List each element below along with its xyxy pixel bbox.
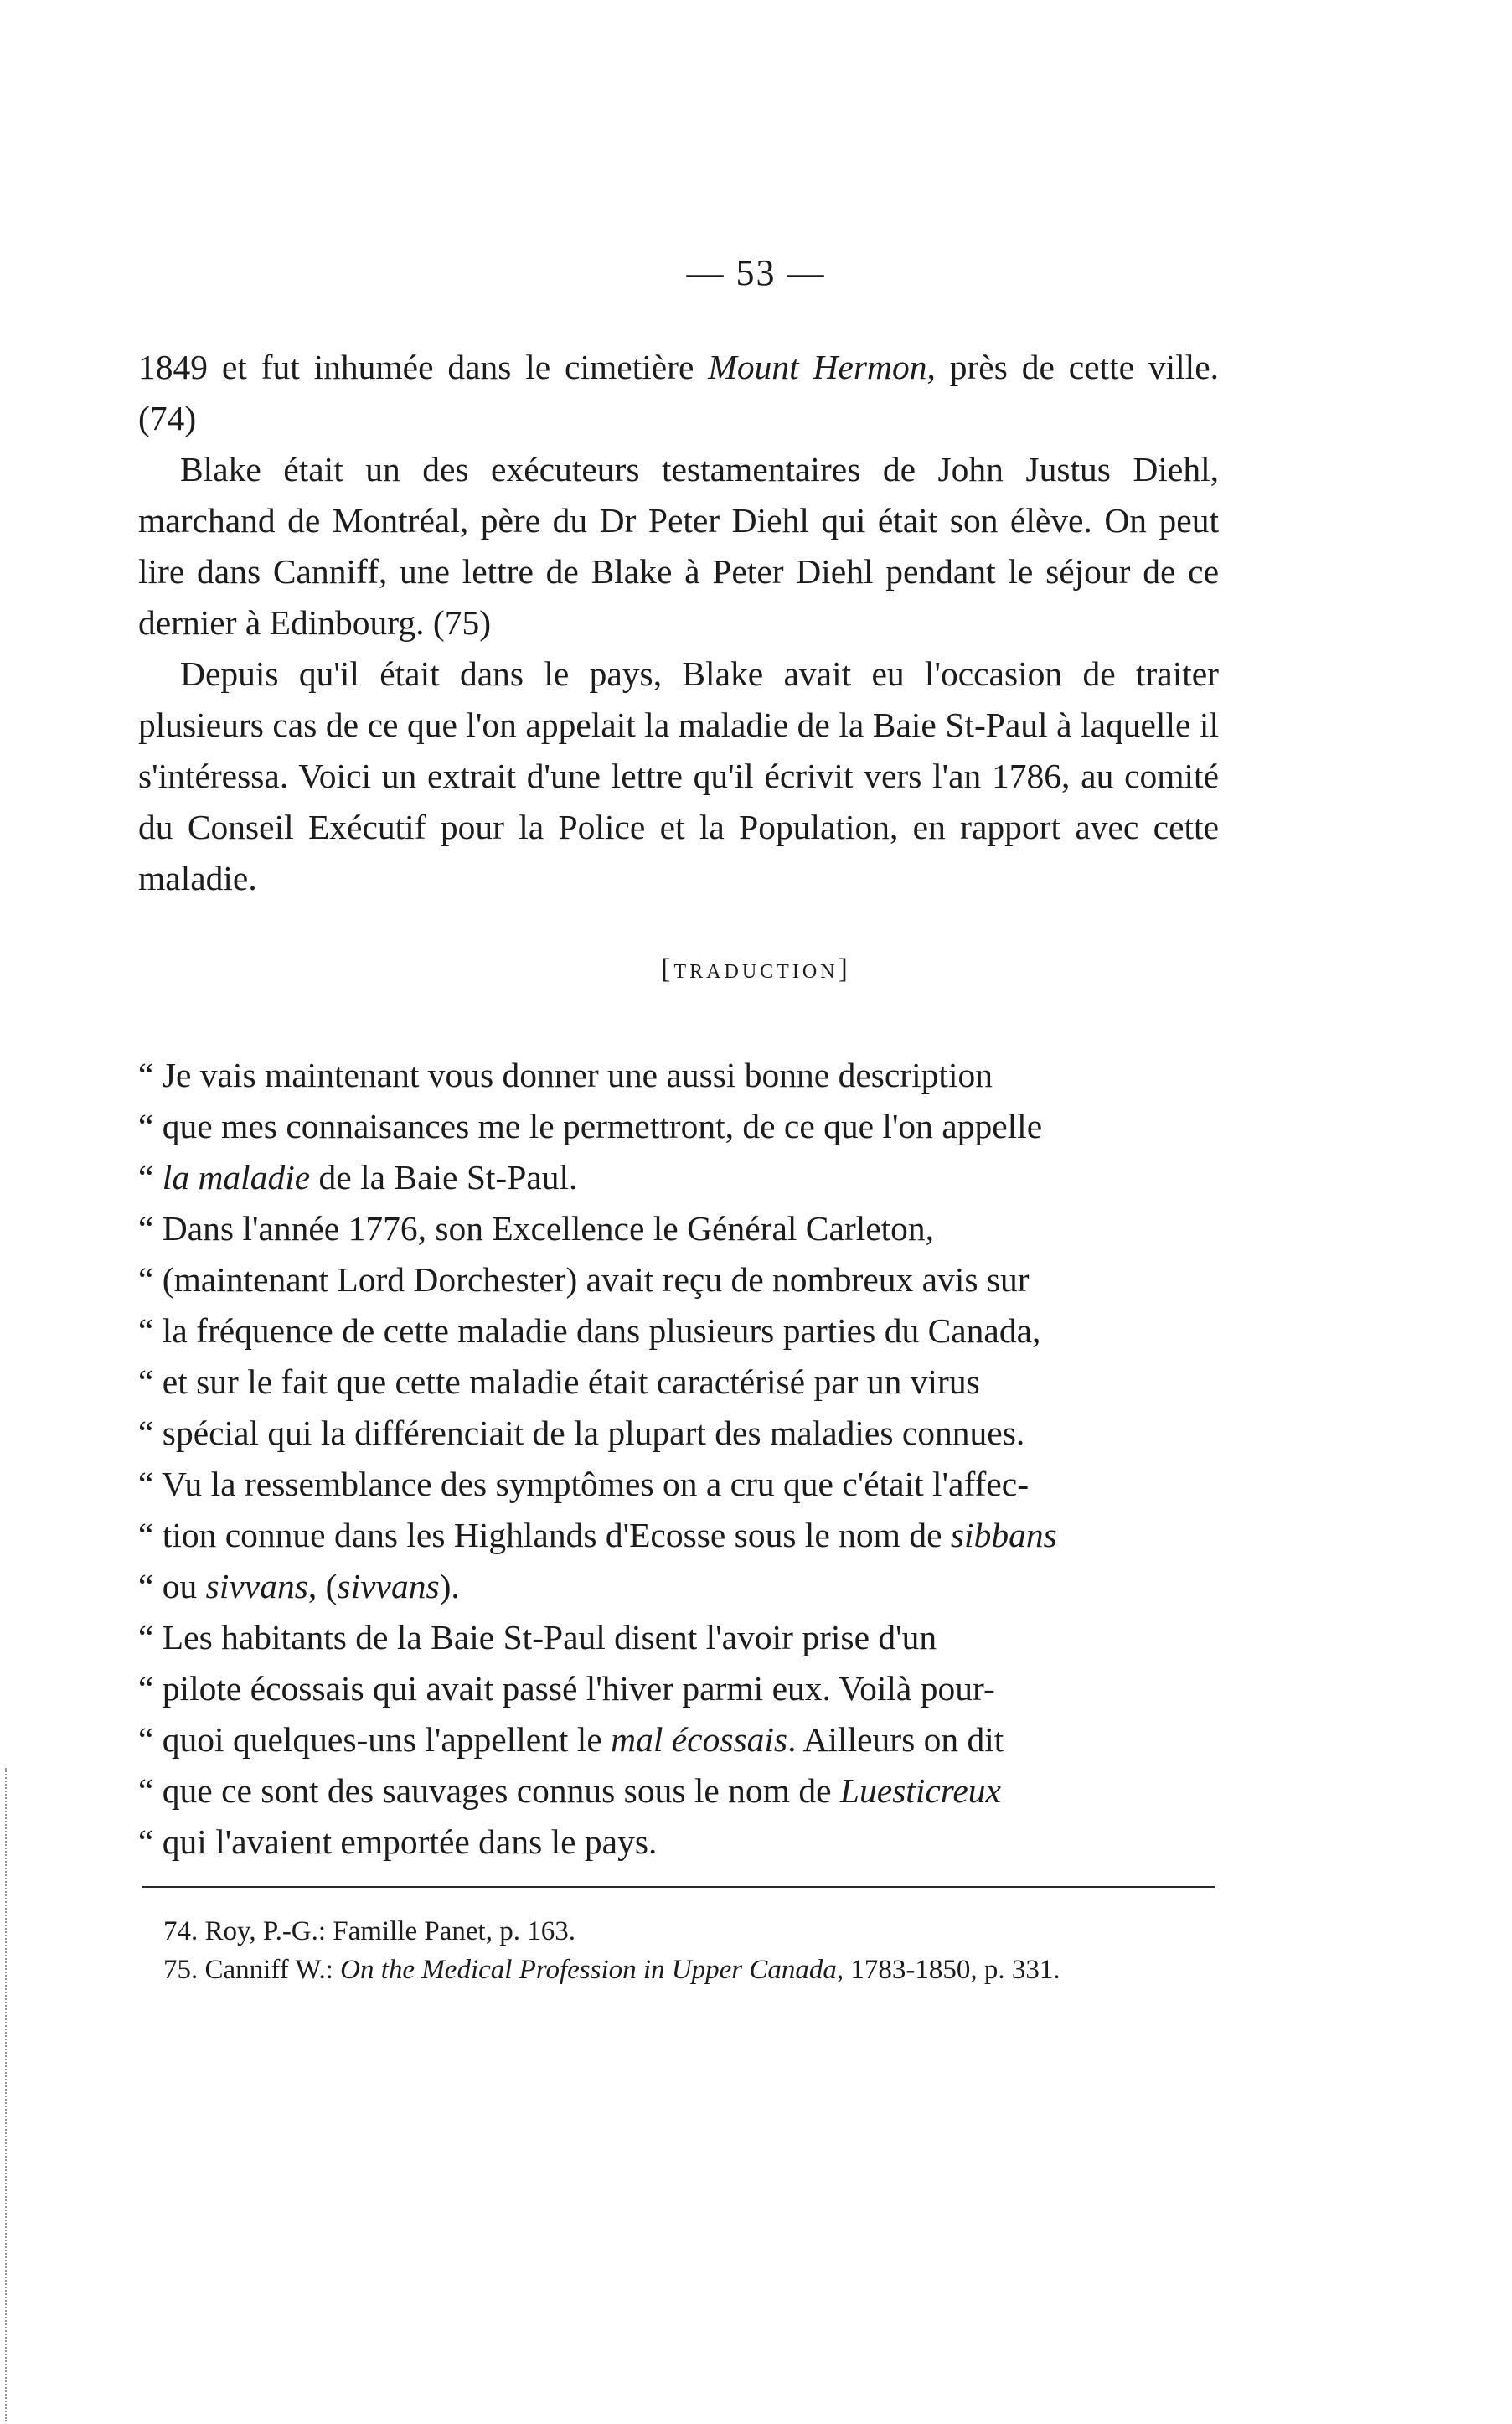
- quoted-letter: [138, 1050, 1219, 1868]
- text-run: près de cette ville. (74): [138, 348, 1220, 437]
- italic-text: Mount Hermon,: [708, 348, 936, 386]
- text-run: de la Baie St-Paul.: [310, 1158, 578, 1196]
- quote-line: [138, 1357, 1219, 1408]
- body-paragraph: [138, 444, 1219, 649]
- text-run: , (: [307, 1567, 338, 1605]
- footnote-divider: [142, 1886, 1215, 1888]
- quote-line: [138, 1714, 1219, 1765]
- quote-line: [138, 1612, 1219, 1663]
- italic-text: sivvans: [337, 1567, 440, 1605]
- italic-text: la maladie: [162, 1158, 311, 1196]
- text-run: “ Vu la ressemblance des symptômes on a cru que c'était l'affec-: [138, 1465, 1030, 1503]
- page-number: — 53 —: [686, 252, 826, 293]
- text-run: “ et sur le fait que cette maladie était caractérisé par un virus: [138, 1362, 980, 1401]
- italic-text: Luesticreux: [839, 1771, 1001, 1810]
- italic-text: sibbans: [950, 1516, 1057, 1554]
- italic-text: sivvans: [205, 1567, 308, 1605]
- quote-line: [138, 1101, 1219, 1152]
- quote-line: [138, 1050, 1219, 1101]
- quote-line: [138, 1254, 1219, 1305]
- text-run: “ Dans l'année 1776, son Excellence le Général Carleton,: [138, 1209, 935, 1248]
- footnote: [130, 1951, 1219, 1989]
- footnotes: [130, 1912, 1219, 1989]
- text-run: “ la fréquence de cette maladie dans plusieurs parties du Canada,: [138, 1311, 1041, 1350]
- text-run: Depuis qu'il était dans le pays, Blake avait eu l'occasion de traiter plusieurs cas de ce que l'on appelait la maladie de la Baie St-Paul à laquelle il s'intéressa. Voici un extrait d'une lettre qu'il écrivit vers l'an 1786, au comité du Conseil Exécutif pour la Police et la Population, en rapport avec cette maladie.: [138, 654, 1219, 897]
- body-text: [138, 342, 1219, 904]
- text-run: “ que ce sont des sauvages connus sous le nom de: [138, 1771, 840, 1810]
- text-run: ).: [439, 1567, 460, 1605]
- text-run: 1849 et fut inhumée dans le cimetière: [138, 348, 709, 386]
- text-run: . Ailleurs on dit: [787, 1720, 1004, 1759]
- text-run: “ (maintenant Lord Dorchester) avait reçu de nombreux avis sur: [138, 1260, 1030, 1299]
- quote-line: [138, 1817, 1219, 1868]
- quote-line: [138, 1152, 1219, 1203]
- text-run: Blake était un des exécuteurs testamentaires de John Justus Diehl, marchand de Montréal, père du Dr Peter Diehl qui était son élève. On peut lire dans Canniff, une lettre de Blake à Peter Diehl pendant le séjour de ce dernier à Edinbourg. (75): [138, 450, 1219, 642]
- quote-line: [138, 1663, 1219, 1714]
- text-run: “ quoi quelques-uns l'appellent le: [138, 1720, 612, 1759]
- quote-line: [138, 1561, 1219, 1612]
- quote-line: [138, 1305, 1219, 1357]
- body-paragraph: [138, 649, 1219, 904]
- text-run: “ tion connue dans les Highlands d'Ecosse sous le nom de: [138, 1516, 951, 1554]
- quote-line: [138, 1510, 1219, 1561]
- text-run: 74. Roy, P.-G.: Famille Panet, p. 163.: [163, 1916, 575, 1946]
- quote-line: [138, 1765, 1219, 1817]
- text-run: 75. Canniff W.:: [163, 1955, 341, 1985]
- binding-edge-marks: [5, 1768, 10, 2421]
- body-paragraph: [138, 342, 1219, 444]
- footnote: [130, 1912, 1219, 1951]
- text-run: “ que mes connaisances me le permettront, de ce que l'on appelle: [138, 1107, 1043, 1145]
- text-run: “ qui l'avaient emportée dans le pays.: [138, 1822, 658, 1861]
- text-run: “ spécial qui la différenciait de la plupart des maladies connues.: [138, 1414, 1025, 1452]
- text-run: “ Je vais maintenant vous donner une aussi bonne description: [138, 1056, 993, 1094]
- quote-line: [138, 1459, 1219, 1510]
- translation-heading: [traduction]: [661, 954, 851, 985]
- text-run: 1783-1850, p. 331.: [844, 1955, 1060, 1985]
- italic-text: mal écossais: [611, 1720, 788, 1759]
- text-run: “ ou: [138, 1567, 206, 1605]
- text-run: “ pilote écossais qui avait passé l'hiver parmi eux. Voilà pour-: [138, 1669, 995, 1708]
- italic-text: On the Medical Profession in Upper Canada,: [340, 1955, 844, 1985]
- quote-line: [138, 1408, 1219, 1459]
- text-run: “ Les habitants de la Baie St-Paul disent l'avoir prise d'un: [138, 1618, 937, 1656]
- text-run: “: [138, 1158, 163, 1196]
- quote-line: [138, 1203, 1219, 1254]
